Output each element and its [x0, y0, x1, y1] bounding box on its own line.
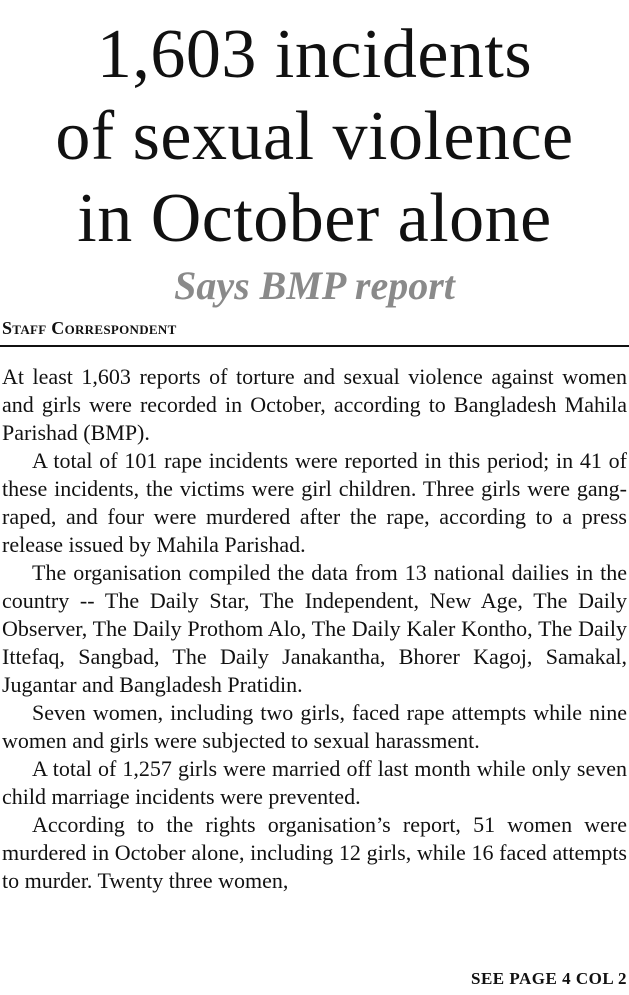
article-paragraph: Seven women, including two girls, faced rape attempts while nine women and girls were subjected to sexual harassment.	[2, 700, 627, 753]
byline: Staff Correspondent	[0, 318, 629, 347]
continuation-note: SEE PAGE 4 COL 2	[471, 969, 627, 988]
headline-line: 1,603 incidents	[96, 16, 533, 93]
headline-line: in October alone	[77, 180, 552, 257]
headline	[0, 0, 629, 260]
article-paragraph: A total of 101 rape incidents were reported in this period; in 41 of these incidents, the victims were girl children. Three girls were gang-raped, and four were murdered after the rape, according to a press release issued by Mahila Parishad.	[2, 448, 627, 557]
article-paragraph: The organisation compiled the data from 13 national dailies in the country -- The Daily Star, The Independent, New Age, The Daily Observer, The Daily Prothom Alo, The Daily Kaler Kontho, The Daily Ittefaq, Sangbad, The Daily Janakantha, Bhorer Kagoj, Samakal, Jugantar and Bangladesh Pratidin.	[2, 560, 627, 697]
article-paragraph: According to the rights organisation’s report, 51 women were murdered in October alone, including 12 girls, while 16 faced attempts to murder. Twenty three women,	[2, 812, 627, 893]
article-paragraph: A total of 1,257 girls were married off last month while only seven child marriage incidents were prevented.	[2, 756, 627, 809]
headline-line: of sexual violence	[55, 98, 574, 175]
article-body	[0, 363, 629, 895]
article-paragraph: At least 1,603 reports of torture and sexual violence against women and girls were recorded in October, according to Bangladesh Mahila Parishad (BMP).	[2, 364, 627, 445]
subheadline: Says BMP report	[174, 263, 455, 308]
